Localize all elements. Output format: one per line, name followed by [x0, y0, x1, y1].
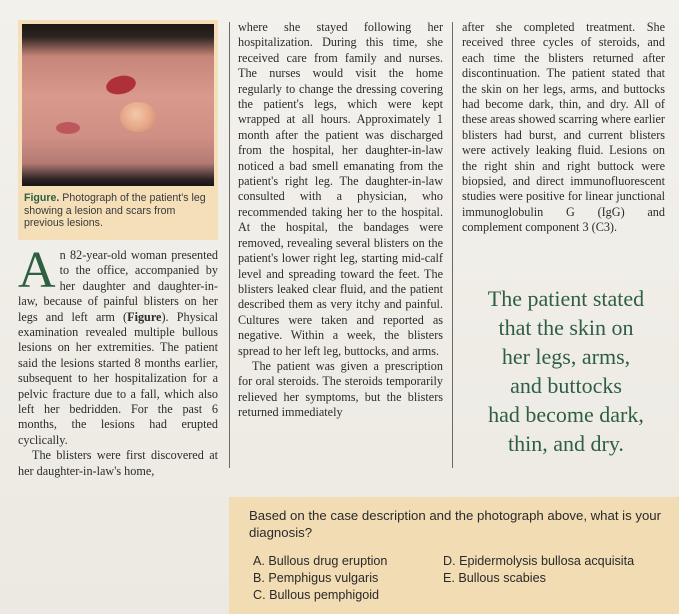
quiz-option-c: C. Bullous pemphigoid	[253, 588, 380, 602]
article-paragraph-1	[18, 242, 219, 448]
pull-quote-line: thin, and dry.	[508, 431, 624, 456]
article-column-3	[462, 20, 665, 236]
pull-quote-line: that the skin on	[498, 315, 634, 340]
diagnosis-quiz-box	[229, 497, 679, 614]
figure-caption	[24, 192, 214, 230]
pull-quote-line: her legs, arms,	[501, 344, 631, 369]
column-divider	[452, 22, 453, 468]
pull-quote-line: and buttocks	[510, 373, 622, 398]
figure-caption-text: Photograph of the patient's leg showing a lesion and scars from previous lesions.	[24, 192, 206, 230]
paragraph-1-text-a: n 82-year-old woman presented to the office, accompanied by her daughter and daughter-in-law, because of painful blisters on her legs and left arm (	[18, 248, 218, 324]
leg-lesion-photo	[22, 24, 214, 186]
pull-quote-line: The patient stated	[487, 286, 645, 311]
quiz-option-e: E. Bullous scabies	[443, 571, 546, 585]
quiz-option-a: A. Bullous drug eruption	[253, 554, 388, 568]
bulla-lesion	[120, 102, 156, 132]
paragraph-1-text-b: ). Physical examination revealed multiple bullous lesions on her extremities. The patient said the lesions started 8 months earlier, subsequent to her hospitalization for a pelvic fracture due to a fall, which also left her bedridden. For the past 6 months, the lesions had erupted cyclically.	[18, 309, 219, 447]
quiz-option-d: D. Epidermolysis bullosa acquisita	[443, 554, 635, 568]
column-divider	[229, 22, 230, 468]
figure-reference: Figure	[127, 309, 162, 324]
figure-box	[18, 20, 218, 240]
figure-caption-label: Figure.	[24, 192, 60, 204]
quiz-question: Based on the case description and the photograph above, what is your diagnosis?	[249, 508, 662, 540]
article-paragraph-2-continued: where she stayed following her hospitalization. During this time, she received care from family and nurses. The nurses would visit the home regularly to change the dressing covering the patient's legs, which were kept wrapped at all hours. Approximately 1 month after the patient was discharged from the hospital, her daughter-in-law noticed a bad smell emanating from the patient's right leg. The daughter-in-law consulted with a physician, who recommended taking her to the hospital. At the hospital, the bandages were removed, revealing several blisters on the patient's lower right leg, starting mid-calf level and spreading toward the feet. The blisters leaked clear fluid, and the patient described them as very itchy and painful. Cultures were taken and reported as negative. Within a week, the blisters spread to her left leg, buttocks, and arms.	[238, 20, 443, 358]
scar-mark	[104, 73, 137, 97]
article-column-2	[238, 20, 443, 421]
pull-quote	[462, 284, 670, 458]
article-column-1	[18, 242, 219, 479]
article-paragraph-3-start: The patient was given a prescription for oral steroids. The steroids temporarily relieved her symptoms, but the blisters returned immediately	[238, 358, 443, 420]
article-paragraph-3-continued: after she completed treatment. She received three cycles of steroids, and each time the blisters returned after discontinuation. The patient stated that the skin on her legs, arms, and buttocks had become dark, thin, and dry. All of these areas showed scarring where earlier blisters had burst, and current blisters were actively leaking fluid. Lesions on the right shin and right buttock were biopsied, and direct immunofluorescent studies were positive for linear junctional immunoglobulin G (IgG) and complement component 3 (C3).	[462, 20, 665, 235]
pull-quote-line: had become dark,	[488, 402, 644, 427]
scar-mark	[56, 122, 80, 134]
article-paragraph-2-start: The blisters were first discovered at her daughter-in-law's home,	[18, 448, 218, 478]
quiz-option-b: B. Pemphigus vulgaris	[253, 571, 379, 585]
drop-cap: A	[18, 242, 56, 299]
